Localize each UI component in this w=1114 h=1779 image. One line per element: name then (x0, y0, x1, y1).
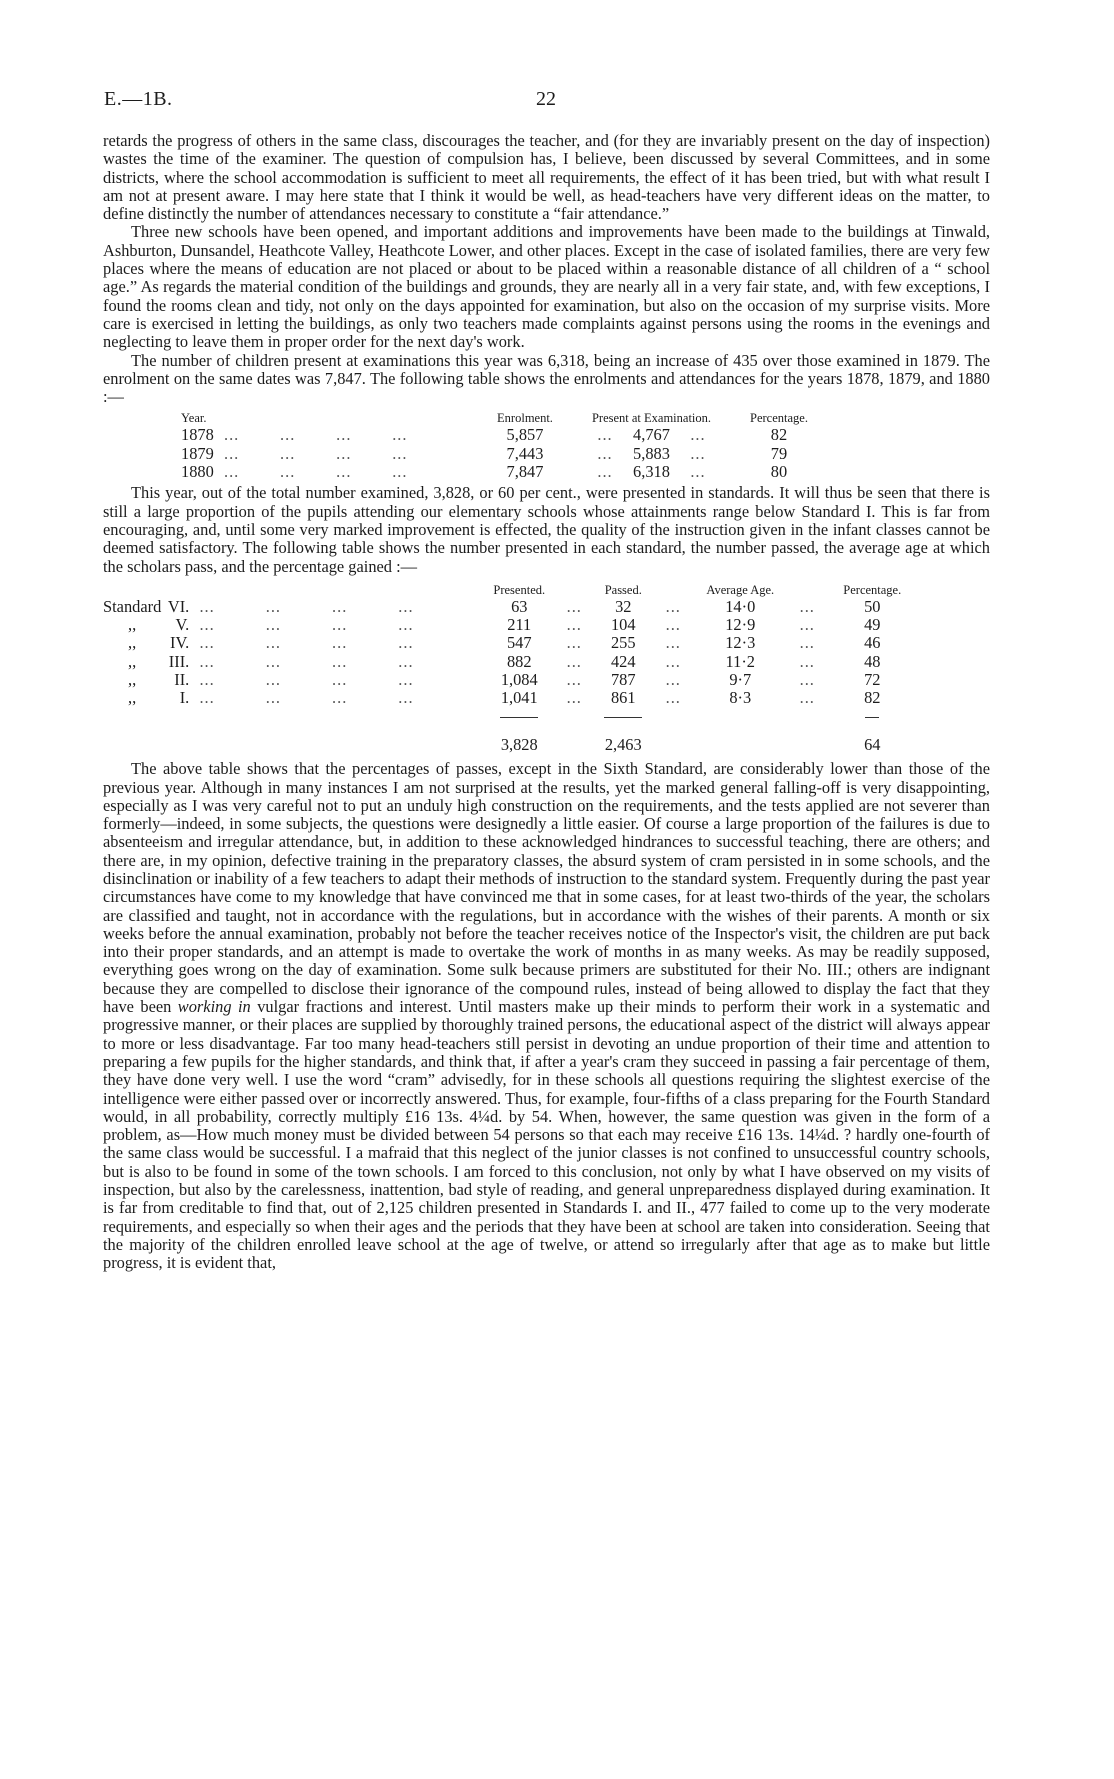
presented-cell: 63 (511, 596, 528, 616)
row-label: Standard (103, 596, 162, 616)
dot-leader: ... ... ... ... (189, 688, 414, 708)
total-rule (595, 708, 651, 726)
table-header-row (103, 582, 915, 598)
standard-cell: II. (174, 670, 190, 690)
average-age-cell: 9·7 (729, 670, 752, 690)
standard-cell: III. (168, 651, 190, 671)
total-presented: 3,828 (500, 734, 538, 754)
passed-cell: 861 (610, 688, 636, 708)
table-row (181, 463, 824, 481)
percentage-cell: 82 (770, 425, 788, 445)
dot-leader: ... ... ... ... (189, 670, 414, 690)
page-body (103, 132, 990, 1273)
table-row: ,, V. ... ... ... ... 211 ... 104 ... 12·9 ... 49 (103, 616, 915, 634)
enrolment-cell: 5,857 (506, 425, 544, 445)
present-cell: ... 5,883 ... (597, 443, 706, 463)
passed-cell: 255 (610, 633, 636, 653)
row-label: ,, (128, 670, 137, 690)
column-header: Year. (181, 411, 207, 426)
dot-leader: ... ... ... ... (189, 633, 414, 653)
table-row: Standard VI. ... ... ... ... 63 ... 32 ... 14·0 ... 50 (103, 598, 915, 616)
totals-row (103, 726, 915, 754)
presented-cell: 882 (506, 651, 532, 671)
percentage-cell: 82 (864, 688, 881, 708)
paragraph: This year, out of the total number examined, 3,828, or 60 per cent., were presented in standards. It will thus be seen that there is still a large proportion of the pupils attending our elementary schools whose attainments range below Standard I. This is far from encouraging, and, until some very marked improvement is effected, the quality of the instruction given in the infant classes cannot be deemed satisfactory. The following table shows the number presented in each standard, the number passed, the average age at which the scholars pass, and the percentage gained :— (103, 483, 990, 576)
page-header (104, 88, 990, 114)
dot-leader: ... ... ... ... (189, 615, 414, 635)
dot-leader: ... ... ... ... (189, 596, 414, 616)
percentage-cell: 48 (864, 651, 881, 671)
column-header: Passed. (604, 582, 642, 597)
column-header: Average Age. (706, 582, 775, 597)
presented-cell: 211 (507, 615, 532, 635)
passed-cell: 787 (610, 670, 636, 690)
average-age-cell: 12·9 (725, 615, 756, 635)
enrolment-cell: 7,443 (506, 443, 544, 463)
paragraph: The number of children present at examinations this year was 6,318, being an increase of 435 over those examined in 1879. The enrolment on the same dates was 7,847. The following table shows the enrolments and attendances for the years 1878, 1879, and 1880 :— (103, 350, 990, 407)
percentage-cell: 46 (864, 633, 881, 653)
standard-cell: I. (179, 688, 190, 708)
row-label: ,, (128, 688, 137, 708)
standard-cell: IV. (169, 633, 190, 653)
percentage-cell: 79 (770, 443, 788, 463)
table-row: ,, III. ... ... ... ... 882 ... 424 ... 11·2 ... 48 (103, 653, 915, 671)
paragraph: retards the progress of others in the same class, discourages the teacher, and (for they are invariably present on the day of inspection) wastes the time of the examiner. The question of compulsion has, I believe, been discussed by several Committees, and in some districts, where the school accommodation is sufficient to meet all requirements, the effect of it has been tried, but with what result I am not at present aware. I may here state that I think it would be well, as head-teachers have very different ideas on the matter, to define distinctly the number of attendances necessary to constitute a “fair attendance.” (103, 131, 990, 224)
page-number: 22 (536, 88, 556, 110)
enrolment-cell: 7,847 (506, 462, 544, 482)
percentage-cell: 50 (864, 596, 881, 616)
presented-cell: 1,041 (500, 688, 538, 708)
column-header: Present at Examination. (591, 411, 712, 426)
table-rule-row (103, 708, 915, 726)
row-label: ,, (128, 633, 137, 653)
average-age-cell: 11·2 (725, 651, 755, 671)
table-row: ,, I. ... ... ... ... 1,041 ... 861 ... 8·3 ... 82 (103, 689, 915, 707)
row-label: ,, (128, 615, 137, 635)
column-header: Enrolment. (497, 411, 553, 426)
standard-cell: VI. (167, 596, 190, 616)
column-header: Percentage. (750, 411, 808, 426)
year-cell: 1879 ... ... ... ... (181, 443, 408, 463)
passed-cell: 424 (610, 651, 636, 671)
year-cell: 1880 ... ... ... ... (181, 462, 408, 482)
row-label: ,, (128, 651, 137, 671)
document-reference: E.—1B. (104, 88, 173, 110)
present-cell: ... 4,767 ... (597, 425, 706, 445)
table-row: ,, II. ... ... ... ... 1,084 ... 787 ... 9·7 ... 72 (103, 671, 915, 689)
presented-cell: 547 (506, 633, 532, 653)
total-rule (485, 708, 553, 726)
table-row (181, 445, 824, 463)
percentage-cell: 49 (864, 615, 881, 635)
dot-leader: ... ... ... ... (189, 651, 414, 671)
table-row: ,, IV. ... ... ... ... 547 ... 255 ... 12·3 ... 46 (103, 634, 915, 652)
standards-table (103, 582, 915, 754)
enrolment-table (181, 410, 824, 481)
column-header: Percentage. (843, 582, 902, 597)
total-percentage: 64 (864, 734, 881, 754)
percentage-cell: 72 (864, 670, 881, 690)
average-age-cell: 8·3 (729, 688, 752, 708)
average-age-cell: 12·3 (725, 633, 756, 653)
percentage-cell: 80 (770, 462, 788, 482)
total-rule (829, 708, 915, 726)
paragraph: The above table shows that the percentages of passes, except in the Sixth Standard, are considerably lower than those of the previous year. Although in many instances I am not surprised at the results, yet the marked general falling-off is very disappointing, especially as I was very careful not to put an unduly high construction on the requirements, and the tests applied are not severer than formerly—indeed, in some subjects, the questions were designedly a little easier. Of course a large proportion of the failures is due to absenteeism and irregular attendance, but, in addition to these acknowledged hindrances to successful teaching, there are others; and there are, in my opinion, defective training in the preparatory classes, the absurd system of cram persisted in in some schools, and the disinclination or inability of a few teachers to adapt their methods of instruction to the standard system. Frequently during the past year circumstances have come to my knowledge that have convinced me that in some cases, for at least two-thirds of the year, the scholars are classified and taught, not in accordance with the regulations, but in accordance with the wishes of their parents. A month or six weeks before the annual examination, probably not before the teacher receives notice of the Inspector's visit, the children are put back into their proper standards, and an attempt is made to overtake the work of months in as many weeks. As may be readily supposed, everything goes wrong on the day of examination. Some sulk because primers are substituted for their No. III.; others are indignant because they are compelled to disclose their ignorance of the compound rules, instead of being allowed to display the fact that they have been working in vulgar fractions and interest. Until masters make up their minds to perform their work in a systematic and progressive manner, or their places are supplied by thoroughly trained persons, the educational aspect of the district will always appear to more or less disadvantage. Far too many head-teachers still persist in devoting an undue proportion of their time and attention to preparing a few pupils for the higher standards, and think that, if after a year's cram they succeed in passing a fair percentage of them, they have done very well. I use the word “cram” advisedly, for in these schools all questions requiring the slightest exercise of the intelligence were either passed over or incorrectly answered. Thus, for example, four-fifths of a class preparing for the Fourth Standard would, in all probability, correctly multiply £16 13s. 4¼d. by 54. When, however, the same question was given in the form of a problem, as—How much money must be divided between 54 persons so that each may receive £16 13s. 14¼d. ? hardly one-fourth of the same class would be successful. I a mafraid that this neglect of the junior classes is not confined to unsuccessful country schools, but is also to be found in some of the town schools. I am forced to this conclusion, not only by what I have observed on my visits of inspection, but also by the carelessness, inattention, bad style of reading, and general unpreparedness displayed during examination. It is far from creditable to find that, out of 2,125 children presented in Standards I. and II., 477 failed to come up to the very moderate requirements, and especially so when their ages and the periods that they have been at school are taken into consideration. Seeing that the majority of the children enrolled leave school at the age of twelve, or attend so irregularly after that age as to make but little progress, it is evident that, (103, 759, 990, 1273)
average-age-cell: 14·0 (725, 596, 756, 616)
year-cell: 1878 ... ... ... ... (181, 425, 408, 445)
passed-cell: 32 (615, 596, 632, 616)
total-passed: 2,463 (604, 734, 642, 754)
column-header: Presented. (493, 582, 546, 597)
table-row (181, 426, 824, 444)
presented-cell: 1,084 (500, 670, 538, 690)
italic-text: working in (177, 997, 251, 1017)
standard-cell: V. (175, 615, 190, 635)
paragraph: Three new schools have been opened, and important additions and improvements have been made to the buildings at Tinwald, Ashburton, Dunsandel, Heathcote Valley, Heathcote Lower, and other places. Except in the case of isolated families, there are very few places where the means of education are not placed or about to be placed within a reasonable distance of all children of a “ school age.” As regards the material condition of the buildings and grounds, they are nearly all in a very fair state, and, with few exceptions, I found the rooms clean and tidy, not only on the days appointed for examination, but also on the occasion of my surprise visits. More care is exercised in letting the buildings, as only two teachers made complaints against persons using the rooms in the evenings and neglecting to leave them in proper order for the next day's work. (103, 222, 990, 352)
passed-cell: 104 (610, 615, 636, 635)
table-header-row (181, 410, 824, 426)
present-cell: ... 6,318 ... (597, 462, 706, 482)
